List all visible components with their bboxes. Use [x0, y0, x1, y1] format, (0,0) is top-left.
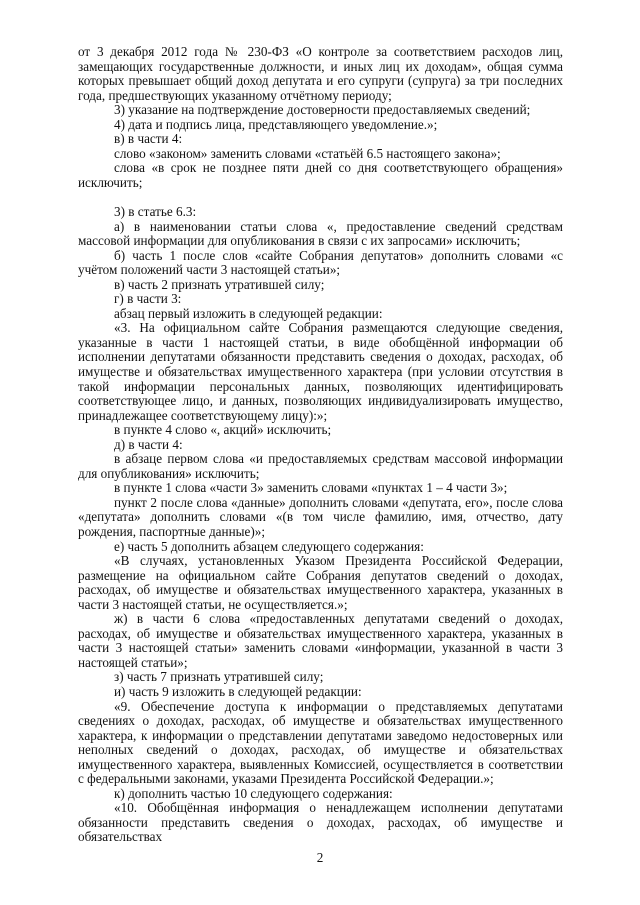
paragraph: «3. На официальном сайте Собрания размещаются следующие сведения, указанные в части 1 настоящей статьи, в виде обобщённой информации об исполнении депутатами обязанности представить сведения о доходах, расходах, об имуществе и обязательствах имущественного характера (при условии отсутствия в такой информации персональных данных, позволяющих идентифицировать соответствующее лицо, и данных, позволяющих индивидуализировать имущество, принадлежащее соответствующему лицу):»; [78, 320, 563, 423]
paragraph: «В случаях, установленных Указом Президента Российской Федерации, размещение на официальном сайте Собрания депутатов сведений о доходах, расходах, об имуществе и обязательствах имущественного характера, указанных в части 3 настоящей статьи, не осуществляется.»; [78, 553, 563, 612]
paragraph: в абзаце первом слова «и предоставляемых средствам массовой информации для опубликования» исключить; [78, 451, 563, 481]
paragraph: а) в наименовании статьи слова «, предоставление сведений средствам массовой информации для опубликования в связи с их запросами» исключить; [78, 218, 563, 249]
document-page [78, 45, 563, 845]
paragraph: к) дополнить частью 10 следующего содержания: [114, 785, 393, 801]
paragraph: г) в части 3: [114, 291, 182, 307]
paragraph: 3) в статье 6.3: [114, 203, 197, 219]
paragraph: д) в части 4: [114, 436, 183, 452]
paragraph: в) в части 4: [114, 131, 183, 147]
paragraph: в) часть 2 признать утратившей силу; [114, 276, 325, 292]
paragraph: пункт 2 после слова «данные» дополнить словами «депутата, его», после слова «депутата» дополнить словами «(в том числе фамилию, имя, отчество, дату рождения, паспортные данные)»; [78, 494, 563, 539]
paragraph: «10. Обобщённая информация о ненадлежащем исполнении депутатами обязанности представить сведения о доходах, расходах, об имуществе и обязательствах [78, 800, 563, 845]
paragraph: и) часть 9 изложить в следующей редакции: [114, 684, 362, 700]
paragraph: абзац первый изложить в следующей редакции: [114, 305, 383, 321]
paragraph: от 3 декабря 2012 года № 230-ФЗ «О контроле за соответствием расходов лиц, замещающих государственные должности, и иных лиц их доходам», общая сумма которых превышает общий доход депутата и его супруги (супруга) за три последних года, предшествующих указанному отчётному периоду; [78, 44, 563, 103]
paragraph: в пункте 1 слова «части 3» заменить словами «пунктах 1 – 4 части 3»; [114, 480, 508, 496]
paragraph: слово «законом» заменить словами «статьёй 6.5 настоящего закона»; [114, 145, 501, 161]
paragraph: ж) в части 6 слова «предоставленных депутатами сведений о доходах, расходах, об имуществе и обязательствах имущественного характера, указанных в части 3 настоящей статьи» заменить словами «информации, указанной в части 3 настоящей статьи»; [78, 611, 563, 670]
paragraph: 4) дата и подпись лица, представляющего уведомление.»; [114, 116, 438, 132]
paragraph: б) часть 1 после слов «сайте Собрания депутатов» дополнить словами «с учётом положений части 3 настоящей статьи»; [78, 247, 563, 278]
paragraph-gap [78, 190, 563, 205]
paragraph: з) часть 7 признать утратившей силу; [114, 669, 324, 685]
page-number: 2 [316, 850, 324, 865]
paragraph: слова «в срок не позднее пяти дней со дня соответствующего обращения» исключить; [78, 160, 563, 190]
paragraph: е) часть 5 дополнить абзацем следующего содержания: [114, 538, 424, 554]
paragraph: в пункте 4 слово «, акций» исключить; [114, 422, 332, 438]
paragraph: «9. Обеспечение доступа к информации о представляемых депутатами сведениях о доходах, расходах, об имуществе и обязательствах имущественного характера, к информации о представлении депутатами заведомо недостоверных или неполных сведений о доходах, расходах, об имуществе и обязательствах имущественного характера, выявленных Комиссией, осуществляется в соответствии с федеральными законами, указами Президента Российской Федерации.»; [78, 698, 563, 787]
paragraph: 3) указание на подтверждение достоверности предоставляемых сведений; [114, 102, 531, 118]
